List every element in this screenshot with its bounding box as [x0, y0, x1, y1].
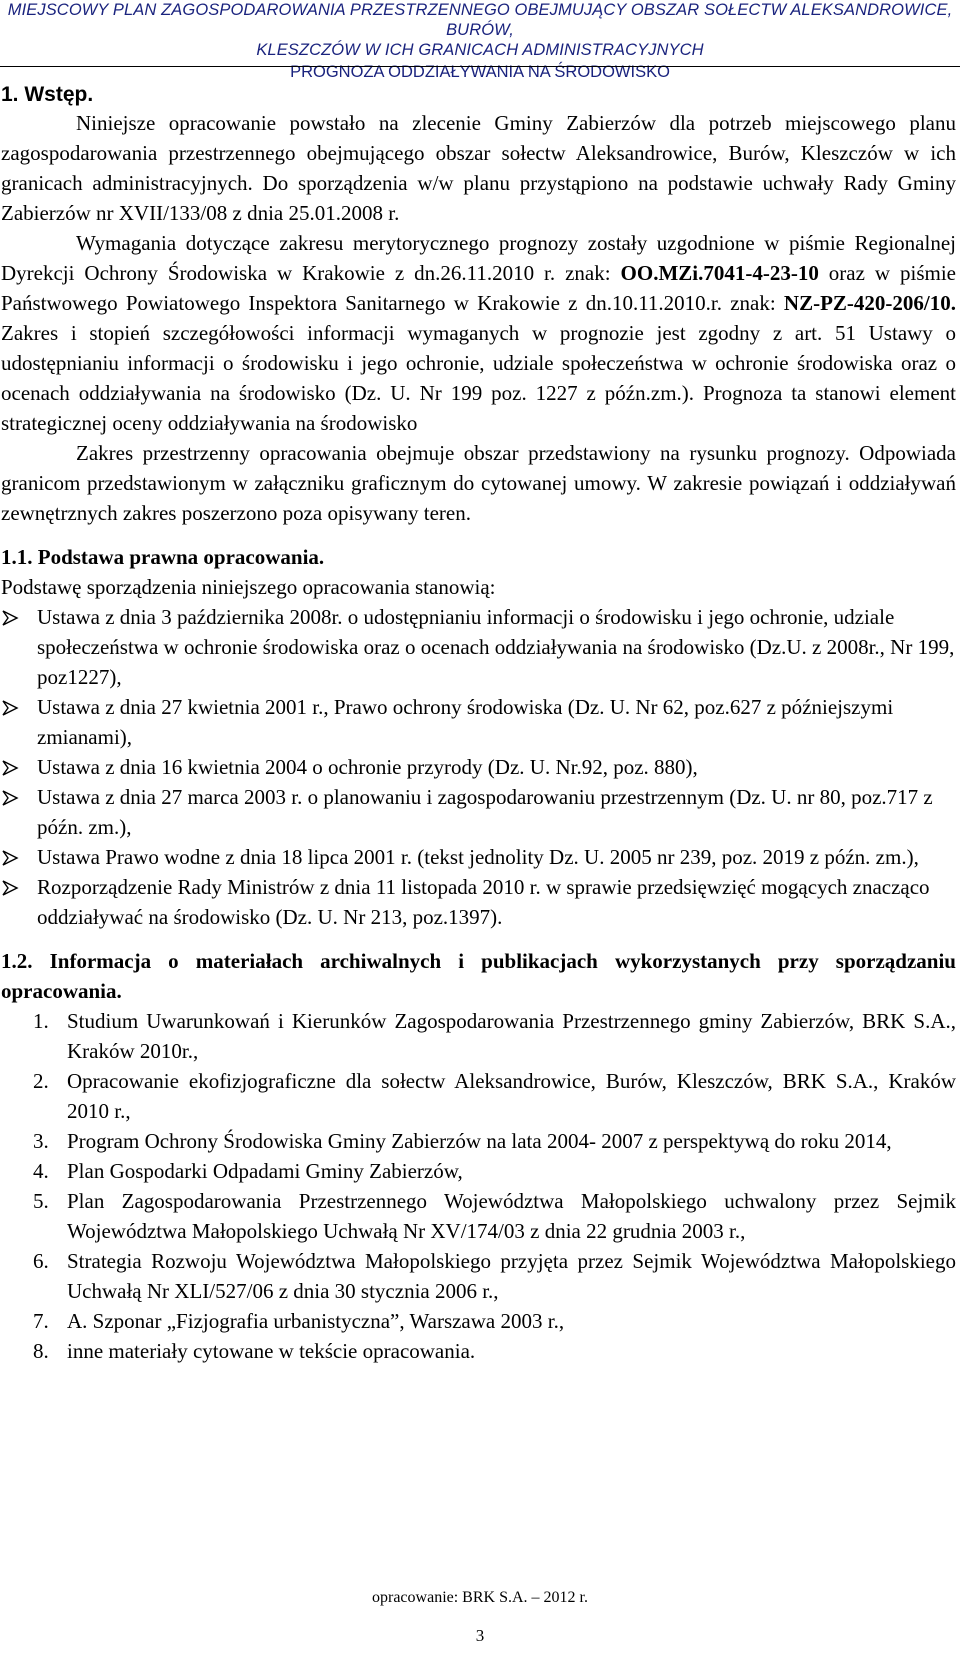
arrow-bullet-icon: [1, 872, 29, 896]
header-title-line-2: KLESZCZÓW W ICH GRANICACH ADMINISTRACYJNYCH: [256, 41, 704, 59]
document-body: [1, 82, 956, 1366]
intro-paragraph-3: Zakres przestrzenny opracowania obejmuje obszar przedstawiony na rysunku prognozy. Odpowiada granicom przedstawionym w załączniku graficznym do cytowanej umowy. W zakresie powiązań i oddziaływań zewnętrznych zakres poszerzono poza opisywany teren.: [1, 441, 956, 525]
intro-paragraph-2: [1, 228, 956, 438]
legal-basis-text: Ustawa z dnia 27 kwietnia 2001 r., Prawo ochrony środowiska (Dz. U. Nr 62, poz.627 z późniejszymi zmianami),: [37, 695, 894, 749]
list-item: [1, 1156, 956, 1186]
material-text: inne materiały cytowane w tekście opracowania.: [67, 1339, 476, 1363]
list-item: [1, 1246, 956, 1306]
materials-list: [1, 1006, 956, 1366]
footer-credit: opracowanie: BRK S.A. – 2012 r.: [372, 1589, 588, 1606]
list-item: [1, 842, 956, 872]
intro-p2-text-e: Zakres i stopień szczegółowości informacji wymaganych w prognozie jest zgodny z art. 51 Ustawy o udostępnianiu informacji o środowisku i jego ochronie, udziale społeczeństwa w ochronie środowiska oraz o ocenach oddziaływania na środowisko (Dz. U. Nr 199 poz. 1227 z późn.zm.). Prognoza ta stanowi element strategicznej oceny oddziaływania na środowisko: [1, 321, 956, 435]
arrow-bullet-icon: [1, 782, 29, 806]
material-text: Opracowanie ekofizjograficzne dla sołectw Aleksandrowice, Burów, Kleszczów, BRK S.A., Kraków 2010 r.,: [67, 1069, 956, 1123]
material-text: Strategia Rozwoju Województwa Małopolskiego przyjęta przez Sejmik Województwa Małopolskiego Uchwałą Nr XLI/527/06 z dnia 30 stycznia 2006 r.,: [67, 1249, 956, 1303]
header-subtitle: PROGNOZA ODDZIAŁYWANIA NA ŚRODOWISKO: [290, 63, 670, 81]
arrow-bullet-icon: [1, 692, 29, 716]
intro-p2-text-c: oraz w piśmie Państwowego Powiatowego Inspektora Sanitarnego w Krakowie z dn.10.11.2010.r. znak:: [1, 261, 957, 315]
arrow-bullet-icon: [1, 602, 29, 626]
intro-p2-text-a: Wymagania dotyczące zakresu merytorycznego prognozy zostały uzgodnione w piśmie Regionalnej Dyrekcji Ochrony Środowiska w Krakowie z dn.26.11.2010 r. znak:: [1, 231, 956, 285]
item-number: 6.: [33, 1249, 49, 1273]
legal-basis-text: Rozporządzenie Rady Ministrów z dnia 11 listopada 2010 r. w sprawie przedsięwzięć mogących znacząco oddziaływać na środowisko (Dz. U. Nr 213, poz.1397).: [37, 875, 930, 929]
rdos-reference: OO.MZi.7041-4-23-10: [620, 261, 819, 285]
legal-basis-text: Ustawa Prawo wodne z dnia 18 lipca 2001 r. (tekst jednolity Dz. U. 2005 nr 239, poz. 2019 z późn. zm.),: [37, 845, 919, 869]
list-item: [1, 1336, 956, 1366]
legal-basis-text: Ustawa z dnia 27 marca 2003 r. o planowaniu i zagospodarowaniu przestrzennym (Dz. U. nr 80, poz.717 z późn. zm.),: [37, 785, 933, 839]
ppis-reference: NZ-PZ-420-206/10.: [783, 291, 956, 315]
item-number: 2.: [33, 1069, 49, 1093]
item-number: 1.: [33, 1009, 49, 1033]
header-title-line-1: MIEJSCOWY PLAN ZAGOSPODAROWANIA PRZESTRZENNEGO OBEJMUJĄCY OBSZAR SOŁECTW ALEKSANDROWICE, BURÓW,: [7, 1, 953, 39]
list-item: [1, 1126, 956, 1156]
running-header: [0, 0, 960, 81]
arrow-bullet-icon: [1, 842, 29, 866]
material-text: Plan Gospodarki Odpadami Gminy Zabierzów,: [67, 1159, 463, 1183]
arrow-bullet-icon: [1, 752, 29, 776]
list-item: [1, 752, 956, 782]
list-item: [1, 692, 956, 752]
list-item: [1, 1006, 956, 1066]
legal-basis-text: Ustawa z dnia 3 października 2008r. o udostępnianiu informacji o środowisku i jego ochronie, udziale społeczeństwa w ochronie środowiska oraz o ocenach oddziaływania na środowisko (Dz.U. z 2008r., Nr 199, poz1227),: [37, 605, 955, 689]
section-heading-legal: 1.1. Podstawa prawna opracowania.: [1, 545, 325, 569]
item-number: 7.: [33, 1309, 49, 1333]
list-item: [1, 602, 956, 692]
legal-lead: Podstawę sporządzenia niniejszego opracowania stanowią:: [1, 575, 496, 599]
list-item: [1, 1066, 956, 1126]
legal-basis-list: [1, 602, 956, 932]
item-number: 5.: [33, 1189, 49, 1213]
list-item: [1, 1186, 956, 1246]
list-item: [1, 782, 956, 842]
section-heading-materials: 1.2. Informacja o materiałach archiwalnych i publikacjach wykorzystanych przy sporządzaniu opracowania.: [1, 949, 956, 1003]
material-text: A. Szponar „Fizjografia urbanistyczna”, Warszawa 2003 r.,: [67, 1309, 565, 1333]
item-number: 8.: [33, 1339, 49, 1363]
list-item: [1, 872, 956, 932]
list-item: [1, 1306, 956, 1336]
item-number: 3.: [33, 1129, 49, 1153]
material-text: Plan Zagospodarowania Przestrzennego Województwa Małopolskiego uchwalony przez Sejmik Województwa Małopolskiego Uchwałą Nr XV/174/03 z dnia 22 grudnia 2003 r.,: [67, 1189, 956, 1243]
material-text: Studium Uwarunkowań i Kierunków Zagospodarowania Przestrzennego gminy Zabierzów, BRK S.A., Kraków 2010r.,: [67, 1009, 956, 1063]
legal-basis-text: Ustawa z dnia 16 kwietnia 2004 o ochronie przyrody (Dz. U. Nr.92, poz. 880),: [37, 755, 698, 779]
item-number: 4.: [33, 1159, 49, 1183]
page-number: 3: [475, 1626, 485, 1645]
section-heading-intro: 1. Wstęp.: [1, 83, 94, 106]
intro-paragraph-1: Niniejsze opracowanie powstało na zlecenie Gminy Zabierzów dla potrzeb miejscowego planu zagospodarowania przestrzennego obejmującego obszar sołectw Aleksandrowice, Burów, Kleszczów w ich granicach administracyjnych. Do sporządzenia w/w planu przystąpiono na podstawie uchwały Rady Gminy Zabierzów nr XVII/133/08 z dnia 25.01.2008 r.: [1, 111, 956, 225]
header-rule: [0, 66, 960, 67]
material-text: Program Ochrony Środowiska Gminy Zabierzów na lata 2004- 2007 z perspektywą do roku 2014,: [67, 1129, 892, 1153]
